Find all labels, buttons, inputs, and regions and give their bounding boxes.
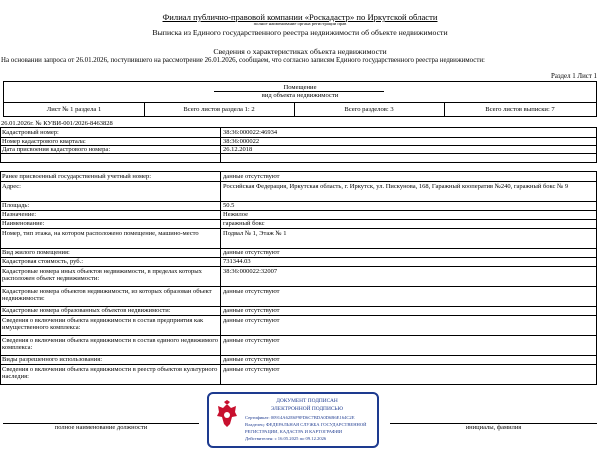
stamp-subtitle: ЭЛЕКТРОННОЙ ПОДПИСЬЮ [270,406,344,412]
stamp-title: ДОКУМЕНТ ПОДПИСАН [276,398,338,404]
unified-complex-value: данные отсутствуют [223,337,280,344]
cultural-heritage-label: Сведения о включении объекта недвижимости в реестр объектов культурного наследия: [2,366,218,380]
address-label: Адрес: [2,183,21,190]
parent-objects-value: 38:36:000022:32007 [223,268,278,275]
parent-objects-label: Кадастровые номера иных объектов недвижимости, в пределах которых расположен объект недвижимости: [2,268,202,282]
purpose-value: Нежилое [223,211,249,218]
sections-total: Всего разделов: 3 [344,106,394,113]
stamp-certificate: Сертификат: 00914A62E6F9FD6C7BDA0D6B6E164C2E [245,415,355,420]
area-value: 50.5 [223,202,235,209]
enterprise-complex-label: Сведения о включении объекта недвижимости в состав предприятия как имущественного комплекса: [2,317,204,331]
request-text: На основании запроса от 26.01.2026, поступившего на рассмотрение 26.01.2026, сообщаем, что согласно записям Единого государственного реестра недвижимости: [1,57,485,64]
source-objects-value: данные отсутствуют [223,288,280,295]
stamp-owner: Владелец: ФЕДЕРАЛЬНАЯ СЛУЖБА ГОСУДАРСТВЕННОЙ [245,422,367,427]
agency-caption: полное наименование органа регистрации прав [253,21,347,26]
floor-label: Номер, тип этажа, на котором расположено помещение, машино-место [2,230,199,237]
extract-date-number: 26.01.2026г. № КУВИ-001/2026-8463828 [1,120,113,127]
formed-objects-label: Кадастровые номера образованных объектов недвижимости: [2,307,171,314]
agency-name: Филиал публично-правовой компании «Роскадастр» по Иркутской области [162,12,438,22]
sheets-in-section: Всего листов раздела 1: 2 [183,106,255,113]
source-objects-label: Кадастровые номера объектов недвижимости, из которых образован объект недвижимости: [2,288,212,302]
details-table [0,171,597,385]
unified-complex-label: Сведения о включении объекта недвижимости в состав единого недвижимого комплекса: [2,337,218,351]
object-type-caption: вид объекта недвижимости [261,92,339,99]
name-label: Наименование: [2,220,45,227]
identification-table [0,127,597,163]
address-value: Российская Федерация, Иркутская область, г. Иркутск, ул. Пискунова, 168, Гаражный кооператив №240, гаражный бокс № 9 [223,183,569,190]
section-label: Раздел 1 Лист 1 [551,73,597,80]
stamp-validity: Действителен: с 16.05.2025 по 09.12.2026 [245,436,327,441]
permitted-use-value: данные отсутствуют [223,356,280,363]
floor-value: Подвал № 1, Этаж № 1 [223,230,287,237]
assignment-date-value: 26.12.2018 [223,146,253,153]
prev-number-label: Ранее присвоенный государственный учетный номер: [2,173,152,180]
prev-number-value: данные отсутствуют [223,173,280,180]
name-caption: инициалы, фамилия [465,424,522,431]
area-label: Площадь: [2,202,30,209]
cadastral-number-label: Кадастровый номер: [2,129,59,136]
stamp-owner-continued: РЕГИСТРАЦИИ, КАДАСТРА И КАРТОГРАФИИ [245,429,343,434]
document-title: Выписка из Единого государственного реестра недвижимости об объекте недвижимости [152,28,448,37]
cadastral-value-value: 731344.03 [223,258,251,265]
cadastral-quarter-value: 38:36:000022 [223,138,260,145]
enterprise-complex-value: данные отсутствуют [223,317,280,324]
cadastral-value-label: Кадастровая стоимость, руб.: [2,258,84,265]
living-type-label: Вид жилого помещения: [2,249,70,256]
position-caption: полное наименование должности [54,424,148,431]
living-type-value: данные отсутствуют [223,249,280,256]
object-type-box [3,81,597,117]
coat-of-arms-icon [215,400,239,430]
cadastral-quarter-label: Номер кадастрового квартала: [2,138,86,145]
purpose-label: Назначение: [2,211,37,218]
cultural-heritage-value: данные отсутствуют [223,366,280,373]
object-type: Помещение [283,84,317,91]
document-subtitle: Сведения о характеристиках объекта недвижимости [213,47,387,56]
sheet-number: Лист № 1 раздела 1 [46,106,102,113]
sheets-total: Всего листов выписки: 7 [485,106,555,113]
cadastral-number-value: 38:36:000022:46934 [223,129,278,136]
electronic-signature-stamp [207,392,379,448]
name-value: гаражный бокс [223,220,265,227]
permitted-use-label: Виды разрешенного использования: [2,356,103,363]
formed-objects-value: данные отсутствуют [223,307,280,314]
assignment-date-label: Дата присвоения кадастрового номера: [2,146,111,153]
